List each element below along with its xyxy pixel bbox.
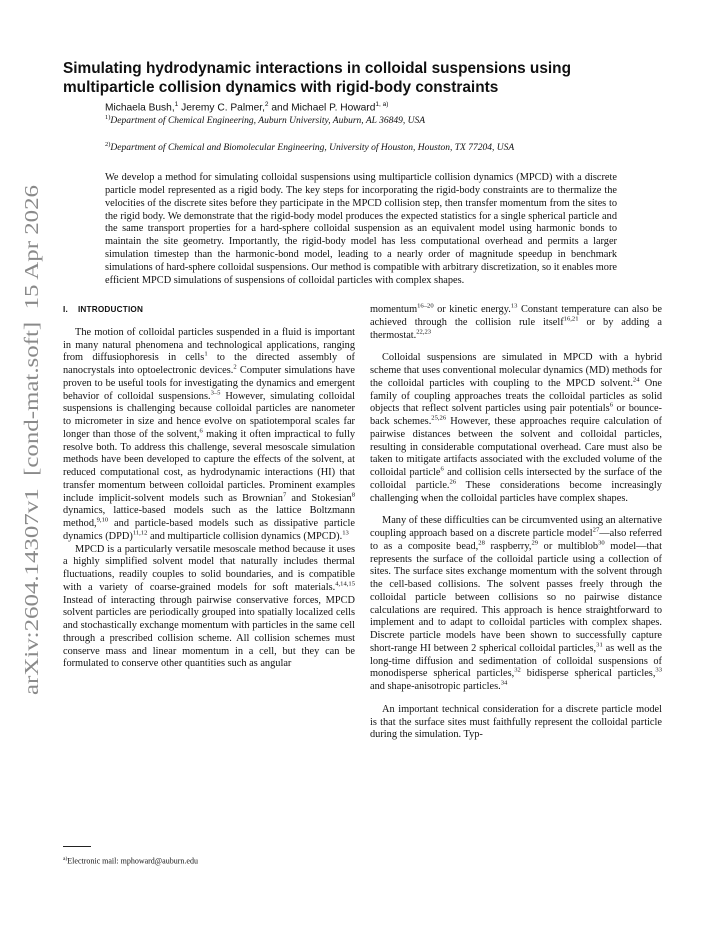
citation-number: 26: [449, 478, 457, 486]
citation-number: 11,12: [132, 529, 148, 537]
section-title: INTRODUCTION: [77, 305, 144, 314]
paragraph-text: momentum: [370, 304, 418, 315]
body-paragraph: [63, 544, 355, 672]
paragraph-text: and collision cells intersected by the surface of the colloidal particle.: [370, 467, 662, 491]
arxiv-watermark: [8, 180, 48, 700]
citation-number: 34: [500, 679, 508, 687]
paragraph-text: model—that represents the surface of the colloidal particle using a collection of sites. The surface sites exchange momentum with the solvent through the cell-based collisions. The solvent passes freely through the colloidal particle between collisions so no pairwise distance calculations are required. This approach is hence straightforward to implement and to adapt to colloidal particles with complex shapes. Discrete particle models have been shown to successfully capture short-range HI between 2 spherical colloidal particles,: [370, 540, 662, 654]
paragraph-text: or multiblob: [538, 540, 599, 552]
author-name: Michaela Bush,: [105, 102, 175, 114]
paragraph-text: Constant temperature can also be achieved through the collision rule itself: [370, 304, 662, 328]
footnote-text: Electronic mail: mphoward@auburn.edu: [67, 856, 198, 866]
citation-number: 4,14,15: [335, 580, 355, 588]
paragraph-text: and shape-anisotropic particles.: [370, 681, 501, 692]
citation-number: 30: [598, 539, 605, 547]
paragraph-text: Colloidal suspensions are simulated in MPCD with a hybrid scheme that uses conventional molecular dynamics (MD) methods for the colloidal particles with coupling to the MPCD solvent.: [370, 352, 662, 389]
author-name: Jeremy C. Palmer,: [178, 102, 265, 114]
body-paragraph: [370, 352, 662, 505]
paragraph-text: An important technical consideration for a discrete particle model is that the surface sites must faithfully represent the colloidal particle during the simulation. Typ-: [370, 703, 662, 741]
paragraph-text: MPCD is a particularly versatile mesoscale method because it uses a highly simplified solvent model that naturally includes thermal fluctuations, readily couples to solid boundaries, and is compatible with a variety of coarse-grained models for soft materials.: [63, 543, 355, 593]
affiliation-text: Department of Chemical and Biomolecular Engineering, University of Houston, Houston, TX 77204, USA: [110, 143, 515, 154]
paragraph-text: and particle-based models such as dissipative particle dynamics (DPD): [63, 518, 355, 542]
paragraph-text: Instead of interacting through pairwise conservative forces, MPCD solvent particles are periodically grouped into spatially localized cells and stochastically exchange momentum with particles in the same cell through a prescribed collision scheme. All collision schemes must conserve mass and linear momentum in a cell, but they can be formulated to conserve other quantities such as angular: [63, 594, 355, 670]
paragraph-text: dynamics, lattice-based models such as the lattice Boltzmann method,: [63, 505, 355, 529]
paragraph-text: as well as the long-time diffusion and sedimentation of colloidal suspensions of monodisperse spherical particles,: [370, 642, 662, 680]
author-affiliation-mark: 1, a): [375, 101, 389, 108]
citation-number: 6: [609, 401, 613, 409]
paragraph-text: However, these approaches require calculation of pairwise distances between the solvent and colloidal particles, resulting in considerable computational overhead. Care must also be taken to mitigate artifacts associated with the excluded volume of the colloidal particle: [370, 416, 662, 478]
citation-number: 2: [233, 363, 237, 371]
left-column-body: [63, 327, 355, 671]
paragraph-text: and multiparticle collision dynamics (MPCD).: [147, 530, 343, 542]
citation-number: 16,21: [563, 315, 579, 323]
right-column-body: [370, 304, 662, 742]
citation-number: 1: [204, 350, 208, 358]
citation-number: 3–5: [210, 389, 221, 397]
affiliation: [105, 139, 625, 155]
section-number: I.: [63, 305, 68, 314]
paragraph-text: making it often impractical to fully resolve both. To address this challenge, several mesoscale simulation methods have been developed to capture the effects of the solvent, at reduced computational cost, as hydrodynamic interactions (HI) that transfer momentum between colloidal particles. Prominent examples include implicit-solvent models such as Brownian: [63, 428, 356, 504]
paragraph-text: or bounce-back schemes.: [370, 403, 663, 427]
paragraph-text: Many of these difficulties can be circumvented using an alternative coupling approach based on a discrete particle model: [370, 515, 662, 539]
citation-number: 8: [351, 491, 355, 499]
right-column: [370, 304, 662, 742]
affiliation-mark: 2): [105, 141, 111, 148]
paper-title: Simulating hydrodynamic interactions in colloidal suspensions using multiparticle collision dynamics with rigid-body constraints: [63, 60, 571, 96]
citation-number: 27: [592, 526, 600, 534]
paragraph-text: or kinetic energy.: [433, 304, 511, 315]
citation-number: 7: [282, 491, 287, 499]
citation-number: 13: [510, 302, 518, 310]
affiliation-text: Department of Chemical Engineering, Auburn University, Auburn, AL 36849, USA: [110, 116, 426, 127]
paragraph-text: One family of coupling approaches treats the colloidal particles as solid objects that reflect solvent particles using pair potentials: [370, 377, 662, 415]
citation-number: 29: [531, 539, 539, 547]
citation-number: 13: [342, 529, 349, 537]
citation-number: 24: [632, 376, 640, 384]
affiliation-mark: 1): [105, 114, 111, 121]
section-heading: [63, 304, 355, 317]
author-name: and Michael P. Howard: [268, 102, 376, 114]
left-column: [63, 304, 355, 671]
citation-number: 28: [478, 539, 485, 547]
citation-number: 25,26: [431, 414, 447, 422]
body-paragraph: [370, 304, 662, 342]
citation-number: 6: [440, 465, 444, 473]
paragraph-text: Computer simulations have proven to be useful tools for investigating the dynamics and emergent behavior of colloidal suspensions.: [63, 365, 355, 402]
footnote-divider: [63, 846, 91, 847]
author-affiliation-mark: 1: [174, 101, 179, 108]
footnote: [63, 854, 198, 867]
citation-number: 9,10: [96, 516, 109, 524]
affiliation: [105, 112, 625, 128]
footnote-mark: a): [63, 856, 68, 862]
citation-number: 32: [514, 666, 521, 674]
body-paragraph: [63, 327, 355, 544]
paragraph-text: and Stokesian: [286, 492, 352, 504]
paragraph-text: or by adding a thermostat.: [370, 316, 662, 341]
body-paragraph: [370, 704, 662, 742]
paragraph-text: —also referred to as a composite bead,: [370, 528, 662, 552]
citation-number: 6: [199, 427, 203, 435]
citation-number: 33: [655, 666, 662, 674]
citation-number: 22,23: [416, 328, 432, 336]
author-affiliation-mark: 2: [264, 101, 269, 108]
paragraph-text: These considerations become increasingly challenging when the colloidal particles have complex shapes.: [370, 479, 662, 504]
paragraph-text: to the directed assembly of nanocrystals into optoelectronic devices.: [63, 352, 355, 376]
abstract: We develop a method for simulating colloidal suspensions using multiparticle collision dynamics (MPCD) with a discrete particle model represented as a rigid body. The key steps for incorporating the rigid-body constraints are to thermalize the velocities of the discrete sites before they participate in the MPCD collision step, then transfer momentum from the sites to the rigid body. We demonstrate that the rigid-body model produces the expected statistics for a single spherical particle and the same transport properties for a hard-sphere colloidal suspension as an equivalent model using harmonic bonds to maintain the site geometry. Importantly, the rigid-body model has less computational overhead and permits a larger simulation timestep than the harmonic-bond model, leading to a nearly order of magnitude speedup in benchmark simulations of hard-sphere colloidal suspensions. Our method is compatible with arbitrary discretization, so it enables more efficient MPCD simulations of suspensions of colloidal particles with complex shapes.: [105, 172, 617, 286]
paragraph-text: raspberry,: [484, 540, 532, 552]
paragraph-text: However, simulating colloidal suspensions is challenging because colloidal particles are nanometer to micrometer in size and hence evolve on spatiotemporal scales far longer than those of the solvent,: [63, 390, 355, 440]
citation-number: 16–20: [417, 302, 434, 310]
arxiv-identifier: arXiv:2604.14307v1 [cond-mat.soft] 15 Apr 2026: [22, 295, 43, 695]
body-paragraph: [370, 515, 662, 694]
paragraph-text: bidisperse spherical particles,: [520, 668, 656, 680]
paragraph-text: The motion of colloidal particles suspended in a fluid is important in many natural phenomena and technological applications, ranging from diffusiophoresis in cells: [63, 326, 355, 364]
citation-number: 31: [596, 641, 603, 649]
